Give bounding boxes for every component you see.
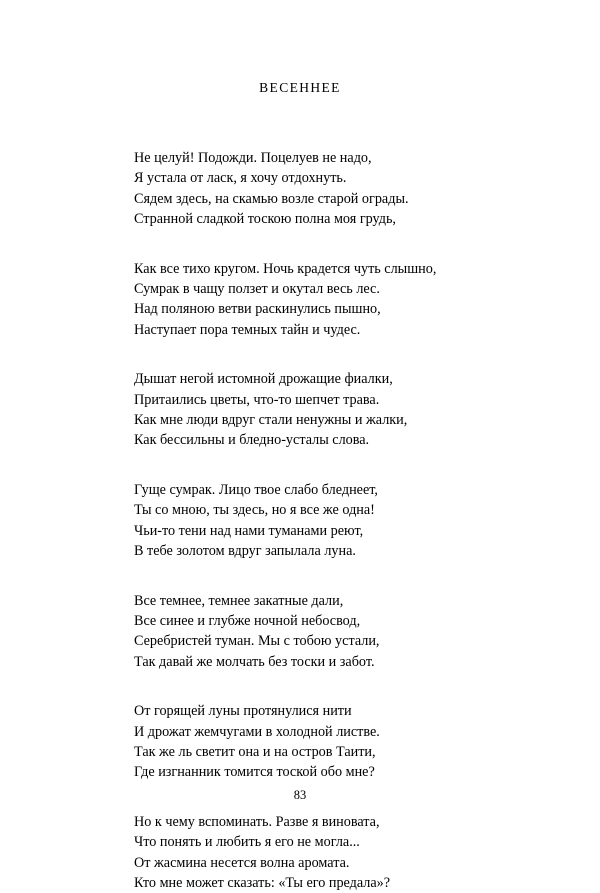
poem-line: Как бессильны и бледно-усталы слова. — [134, 432, 370, 449]
poem-line: Я устала от ласк, я хочу отдохнуть. — [134, 170, 347, 187]
poem-line: Где изгнанник томится тоской обо мне? — [134, 764, 375, 781]
poem-line: Как мне люди вдруг стали ненужны и жалки, — [134, 412, 408, 429]
poem-body — [134, 148, 534, 893]
page-title: ВЕСЕННЕЕ — [259, 80, 341, 95]
poem-line: Кто мне может сказать: «Ты его предала»? — [134, 874, 391, 891]
stanza — [134, 701, 534, 783]
poem-line: Так же ль светит она и на остров Таити, — [134, 743, 376, 760]
poem-line: Сумрак в чащу ползет и окутал весь лес. — [134, 281, 380, 298]
stanza — [134, 259, 534, 341]
poem-line: В тебе золотом вдруг запылала луна. — [134, 543, 356, 560]
poem-line: Притаились цветы, что-то шепчет трава. — [134, 391, 380, 408]
stanza — [134, 591, 534, 673]
poem-line: Странной сладкой тоскою полна моя грудь, — [134, 211, 396, 228]
poem-line: Ты со мною, ты здесь, но я все же одна! — [134, 502, 375, 519]
poem-line: Гуще сумрак. Лицо твое слабо бледнеет, — [134, 481, 378, 498]
poem-line: Над поляною ветви раскинулись пышно, — [134, 301, 381, 318]
poem-line: Дышат негой истомной дрожащие фиалки, — [134, 371, 393, 388]
poem-line: От горящей луны протянулися нити — [134, 703, 352, 720]
poem-line: Серебристей туман. Мы с тобою устали, — [134, 633, 380, 650]
stanza — [134, 480, 534, 562]
poem-line: Все темнее, темнее закатные дали, — [134, 592, 344, 609]
poem-line: Как все тихо кругом. Ночь крадется чуть слышно, — [134, 260, 437, 277]
poem-line: Сядем здесь, на скамью возле старой ограды. — [134, 190, 409, 207]
poem-line: Но к чему вспоминать. Разве я виновата, — [134, 813, 380, 830]
poem-line: Чьи-то тени над нами туманами реют, — [134, 522, 364, 539]
poem-line: Что понять и любить я его не могла... — [134, 834, 360, 851]
poem-line: Все синее и глубже ночной небосвод, — [134, 612, 361, 629]
stanza — [134, 148, 534, 230]
poem-line: Так давай же молчать без тоски и забот. — [134, 653, 375, 670]
poem-line: Наступает пора темных тайн и чудес. — [134, 321, 361, 338]
poem-line: От жасмина несется волна аромата. — [134, 854, 350, 871]
page-number: 83 — [293, 788, 307, 802]
stanza — [134, 369, 534, 451]
poem-line: И дрожат жемчугами в холодной листве. — [134, 723, 380, 740]
poem-line: Не целуй! Подожди. Поцелуев не надо, — [134, 150, 372, 166]
stanza — [134, 812, 534, 893]
